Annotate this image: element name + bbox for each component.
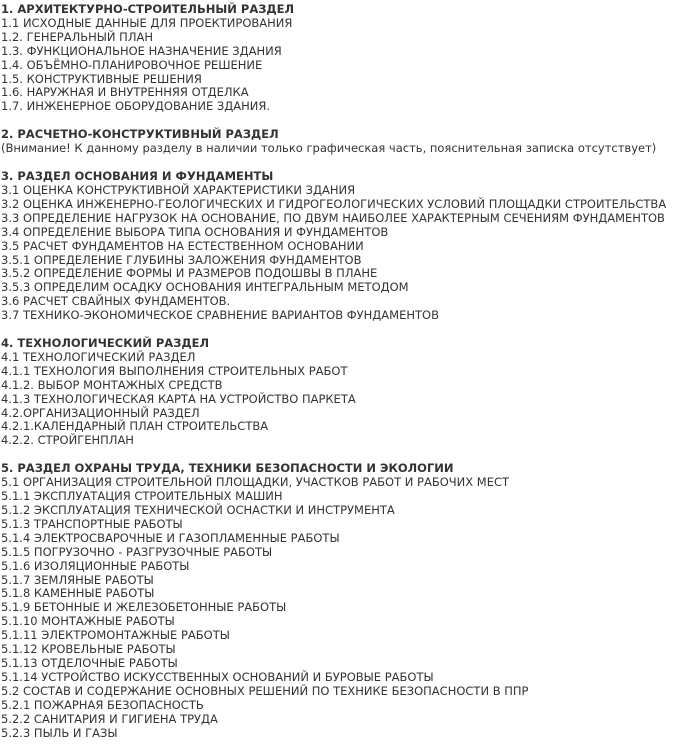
list-item: 5.1.14 УСТРОЙСТВО ИСКУССТВЕННЫХ ОСНОВАНИЙ И БУРОВЫЕ РАБОТЫ: [1, 669, 434, 684]
list-item: 3.5 РАСЧЕТ ФУНДАМЕНТОВ НА ЕСТЕСТВЕННОМ ОСНОВАНИИ: [1, 238, 364, 253]
list-item: 3.4 ОПРЕДЕЛЕНИЕ ВЫБОРА ТИПА ОСНОВАНИЯ И ФУНДАМЕНТОВ: [1, 224, 389, 239]
list-item: 5.1.6 ИЗОЛЯЦИОННЫЕ РАБОТЫ: [1, 558, 190, 573]
list-item: 5.1.8 КАМЕННЫЕ РАБОТЫ: [1, 586, 155, 601]
list-item: 1.3. ФУНКЦИОНАЛЬНОЕ НАЗНАЧЕНИЕ ЗДАНИЯ: [1, 43, 282, 58]
list-item: 3.5.2 ОПРЕДЕЛЕНИЕ ФОРМЫ И РАЗМЕРОВ ПОДОШВЫ В ПЛАНЕ: [1, 266, 378, 281]
list-item: 3.5.3 ОПРЕДЕЛИМ ОСАДКУ ОСНОВАНИЯ ИНТЕГРАЛЬНЫМ МЕТОДОМ: [1, 280, 409, 295]
list-item: 5.2.3 ПЫЛЬ И ГАЗЫ: [1, 725, 118, 740]
list-item: 5.1.3 ТРАНСПОРТНЫЕ РАБОТЫ: [1, 516, 183, 531]
list-item: 5.1.9 БЕТОННЫЕ И ЖЕЛЕЗОБЕТОННЫЕ РАБОТЫ: [1, 600, 287, 615]
section-heading: 4. ТЕХНОЛОГИЧЕСКИЙ РАЗДЕЛ: [1, 336, 210, 351]
list-item: 1.7. ИНЖЕНЕРНОЕ ОБОРУДОВАНИЕ ЗДАНИЯ.: [1, 99, 270, 114]
list-item: 5.1.4 ЭЛЕКТРОСВАРОЧНЫЕ И ГАЗОПЛАМЕННЫЕ РАБОТЫ: [1, 530, 340, 545]
list-item: 4.1.1 ТЕХНОЛОГИЯ ВЫПОЛНЕНИЯ СТРОИТЕЛЬНЫХ РАБОТ: [1, 363, 348, 378]
section-heading: 5. РАЗДЕЛ ОХРАНЫ ТРУДА, ТЕХНИКИ БЕЗОПАСНОСТИ И ЭКОЛОГИИ: [1, 461, 454, 476]
table-of-contents: [1, 3, 697, 754]
list-item: 5.2 СОСТАВ И СОДЕРЖАНИЕ ОСНОВНЫХ РЕШЕНИЙ ПО ТЕХНИКЕ БЕЗОПАСНОСТИ В ППР: [1, 683, 529, 698]
note-text: (Внимание! К данному разделу в наличии только графическая часть, пояснительная записка отсутствует): [1, 141, 657, 156]
section-architecture: [1, 3, 697, 114]
list-item: 3.5.1 ОПРЕДЕЛЕНИЕ ГЛУБИНЫ ЗАЛОЖЕНИЯ ФУНДАМЕНТОВ: [1, 252, 362, 267]
list-item: 3.2 ОЦЕНКА ИНЖЕНЕРНО-ГЕОЛОГИЧЕСКИХ И ГИДРОГЕОЛОГИЧЕСКИХ УСЛОВИЙ ПЛОЩАДКИ СТРОИТЕЛЬСТВА: [1, 196, 667, 211]
section-foundations: [1, 170, 697, 323]
list-item: 4.1.2. ВЫБОР МОНТАЖНЫХ СРЕДСТВ: [1, 377, 223, 392]
list-item: 4.2.1.КАЛЕНДАРНЫЙ ПЛАН СТРОИТЕЛЬСТВА: [1, 419, 269, 434]
list-item: 5.1 ОРГАНИЗАЦИЯ СТРОИТЕЛЬНОЙ ПЛОЩАДКИ, УЧАСТКОВ РАБОТ И РАБОЧИХ МЕСТ: [1, 475, 510, 490]
list-item: 5.1.13 ОТДЕЛОЧНЫЕ РАБОТЫ: [1, 655, 178, 670]
list-item: 4.2.2. СТРОЙГЕНПЛАН: [1, 433, 134, 448]
section-technology: [1, 337, 697, 448]
list-item: 1.1 ИСХОДНЫЕ ДАННЫЕ ДЛЯ ПРОЕКТИРОВАНИЯ: [1, 15, 293, 30]
section-structural: [1, 128, 697, 156]
section-heading: 3. РАЗДЕЛ ОСНОВАНИЯ И ФУНДАМЕНТЫ: [1, 169, 274, 184]
list-item: 5.1.7 ЗЕМЛЯНЫЕ РАБОТЫ: [1, 572, 154, 587]
list-item: 4.1 ТЕХНОЛОГИЧЕСКИЙ РАЗДЕЛ: [1, 349, 196, 364]
list-item: 5.1.12 КРОВЕЛЬНЫЕ РАБОТЫ: [1, 642, 176, 657]
list-item: 3.7 ТЕХНИКО-ЭКОНОМИЧЕСКОЕ СРАВНЕНИЕ ВАРИАНТОВ ФУНДАМЕНТОВ: [1, 308, 439, 323]
list-item: 3.1 ОЦЕНКА КОНСТРУКТИВНОЙ ХАРАКТЕРИСТИКИ ЗДАНИЯ: [1, 182, 356, 197]
section-heading: 2. РАСЧЕТНО-КОНСТРУКТИВНЫЙ РАЗДЕЛ: [1, 127, 279, 142]
list-item: 3.6 РАСЧЕТ СВАЙНЫХ ФУНДАМЕНТОВ.: [1, 294, 231, 309]
list-item: 5.2.2 САНИТАРИЯ И ГИГИЕНА ТРУДА: [1, 711, 218, 726]
list-item: 1.5. КОНСТРУКТИВНЫЕ РЕШЕНИЯ: [1, 71, 202, 86]
list-item: 4.1.3 ТЕХНОЛОГИЧЕСКАЯ КАРТА НА УСТРОЙСТВО ПАРКЕТА: [1, 391, 356, 406]
list-item: 5.2.1 ПОЖАРНАЯ БЕЗОПАСНОСТЬ: [1, 697, 204, 712]
list-item: 4.2.ОРГАНИЗАЦИОННЫЙ РАЗДЕЛ: [1, 405, 200, 420]
list-item: 3.3 ОПРЕДЕЛЕНИЕ НАГРУЗОК НА ОСНОВАНИЕ, ПО ДВУМ НАИБОЛЕЕ ХАРАКТЕРНЫМ СЕЧЕНИЯМ ФУНДАМЕНТОВ: [1, 210, 665, 225]
list-item: 1.6. НАРУЖНАЯ И ВНУТРЕННЯЯ ОТДЕЛКА: [1, 85, 249, 100]
list-item: 5.1.5 ПОГРУЗОЧНО - РАЗГРУЗОЧНЫЕ РАБОТЫ: [1, 544, 273, 559]
list-item: 5.1.2 ЭКСПЛУАТАЦИЯ ТЕХНИЧЕСКОЙ ОСНАСТКИ И ИНСТРУМЕНТА: [1, 503, 395, 517]
list-item: 5.1.1 ЭКСПЛУАТАЦИЯ СТРОИТЕЛЬНЫХ МАШИН: [1, 489, 283, 504]
list-item: 5.1.11 ЭЛЕКТРОМОНТАЖНЫЕ РАБОТЫ: [1, 628, 230, 643]
list-item: 5.1.10 МОНТАЖНЫЕ РАБОТЫ: [1, 614, 175, 629]
list-item: 1.4. ОБЪЁМНО-ПЛАНИРОВОЧНОЕ РЕШЕНИЕ: [1, 57, 263, 72]
section-safety: [1, 462, 697, 740]
list-item: 1.2. ГЕНЕРАЛЬНЫЙ ПЛАН: [1, 29, 153, 44]
section-heading: 1. АРХИТЕКТУРНО-СТРОИТЕЛЬНЫЙ РАЗДЕЛ: [1, 2, 295, 16]
